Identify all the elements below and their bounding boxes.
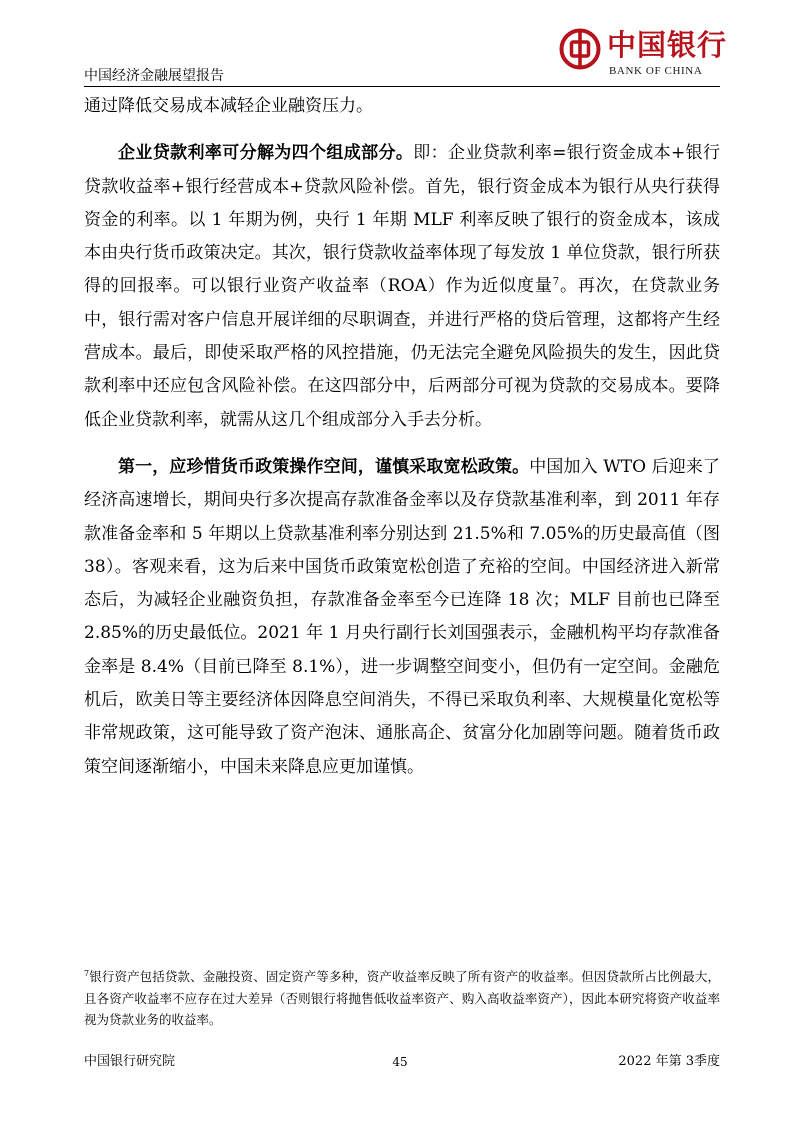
footnote-text: 银行资产包括贷款、金融投资、固定资产等多种，资产收益率反映了所有资产的收益率。但因贷款所占比例最大，且各资产收益率不应存在过大差异（否则银行将抛售低收益率资产、购入高收益率资产），因此本研究将资产收益率视为贷款业务的收益率。	[84, 969, 720, 1027]
footer-publisher: 中国银行研究院	[84, 1054, 176, 1069]
footnote-mark: 7	[84, 968, 90, 978]
main-body	[84, 90, 720, 784]
paragraph-text: 。再次，在贷款业务中，银行需对客户信息开展详细的尽职调查，并进行严格的贷后管理，这都将产生经营成本。最后，即使采取严格的风控措施，仍无法完全避免风险损失的发生，因此贷款利率中还应包含风险补偿。在这四部分中，后两部分可视为贷款的交易成本。要降低企业贷款利率，就需从这几个组成部分入手去分析。	[84, 276, 721, 430]
paragraph-text: 即：企业贷款利率=银行资金成本+银行贷款收益率+银行经营成本+贷款风险补偿。首先，银行资金成本为银行从央行获得资金的利率。以 1 年期为例，央行 1 年期 MLF 利率反映了银行的资金成本，该成本由央行货币政策决定。其次，银行贷款收益率体现了每发放 1 单位贷款，银行所获得的回报率。可以银行业资产收益率（ROA）作为近似度量	[84, 143, 720, 297]
paragraph-continued: 通过降低交易成本减轻企业融资压力。	[84, 96, 373, 116]
paragraph-monetary-policy	[84, 451, 720, 784]
paragraph-lead-bold: 第一，应珍惜货币政策操作空间，谨慎采取宽松政策。	[118, 456, 530, 477]
bank-of-china-emblem-icon	[559, 28, 601, 70]
footnote	[84, 966, 720, 1031]
logo-english-name: BANK OF CHINA	[609, 65, 703, 77]
footnote-reference: 7	[552, 276, 560, 288]
logo-chinese-name: 中国银行	[607, 28, 728, 62]
paragraph-lead-bold: 企业贷款利率可分解为四个组成部分。	[118, 143, 414, 164]
page-number: 45	[392, 1055, 408, 1069]
report-title: 中国经济金融展望报告	[84, 68, 224, 84]
header-divider	[84, 86, 720, 87]
paragraph-text: 中国加入 WTO 后迎来了经济高速增长，期间央行多次提高存款准备金率以及存贷款基准利率，到 2011 年存款准备金率和 5 年期以上贷款基准利率分别达到 21.5%和 7.05%的历史最高值（图 38）。客观来看，这为后来中国货币政策宽松创造了充裕的空间。中国经济进入新常态后，为减轻企业融资负担，存款准备金率至今已连降 18 次；MLF 目前也已降至 2.85%的历史最低位。2021 年 1 月央行副行长刘国强表示，金融机构平均存款准备金率是 8.4%（目前已降至 8.1%），进一步调整空间变小，但仍有一定空间。金融危机后，欧美日等主要经济体因降息空间消失，不得已采取负利率、大规模量化宽松等非常规政策，这可能导致了资产泡沫、通胀高企、贫富分化加剧等问题。随着货币政策空间逐渐缩小，中国未来降息应更加谨慎。	[84, 456, 721, 777]
paragraph-loan-rate-components	[84, 137, 720, 437]
bank-logo	[559, 26, 728, 82]
footer-period: 2022 年第 3季度	[618, 1054, 720, 1069]
